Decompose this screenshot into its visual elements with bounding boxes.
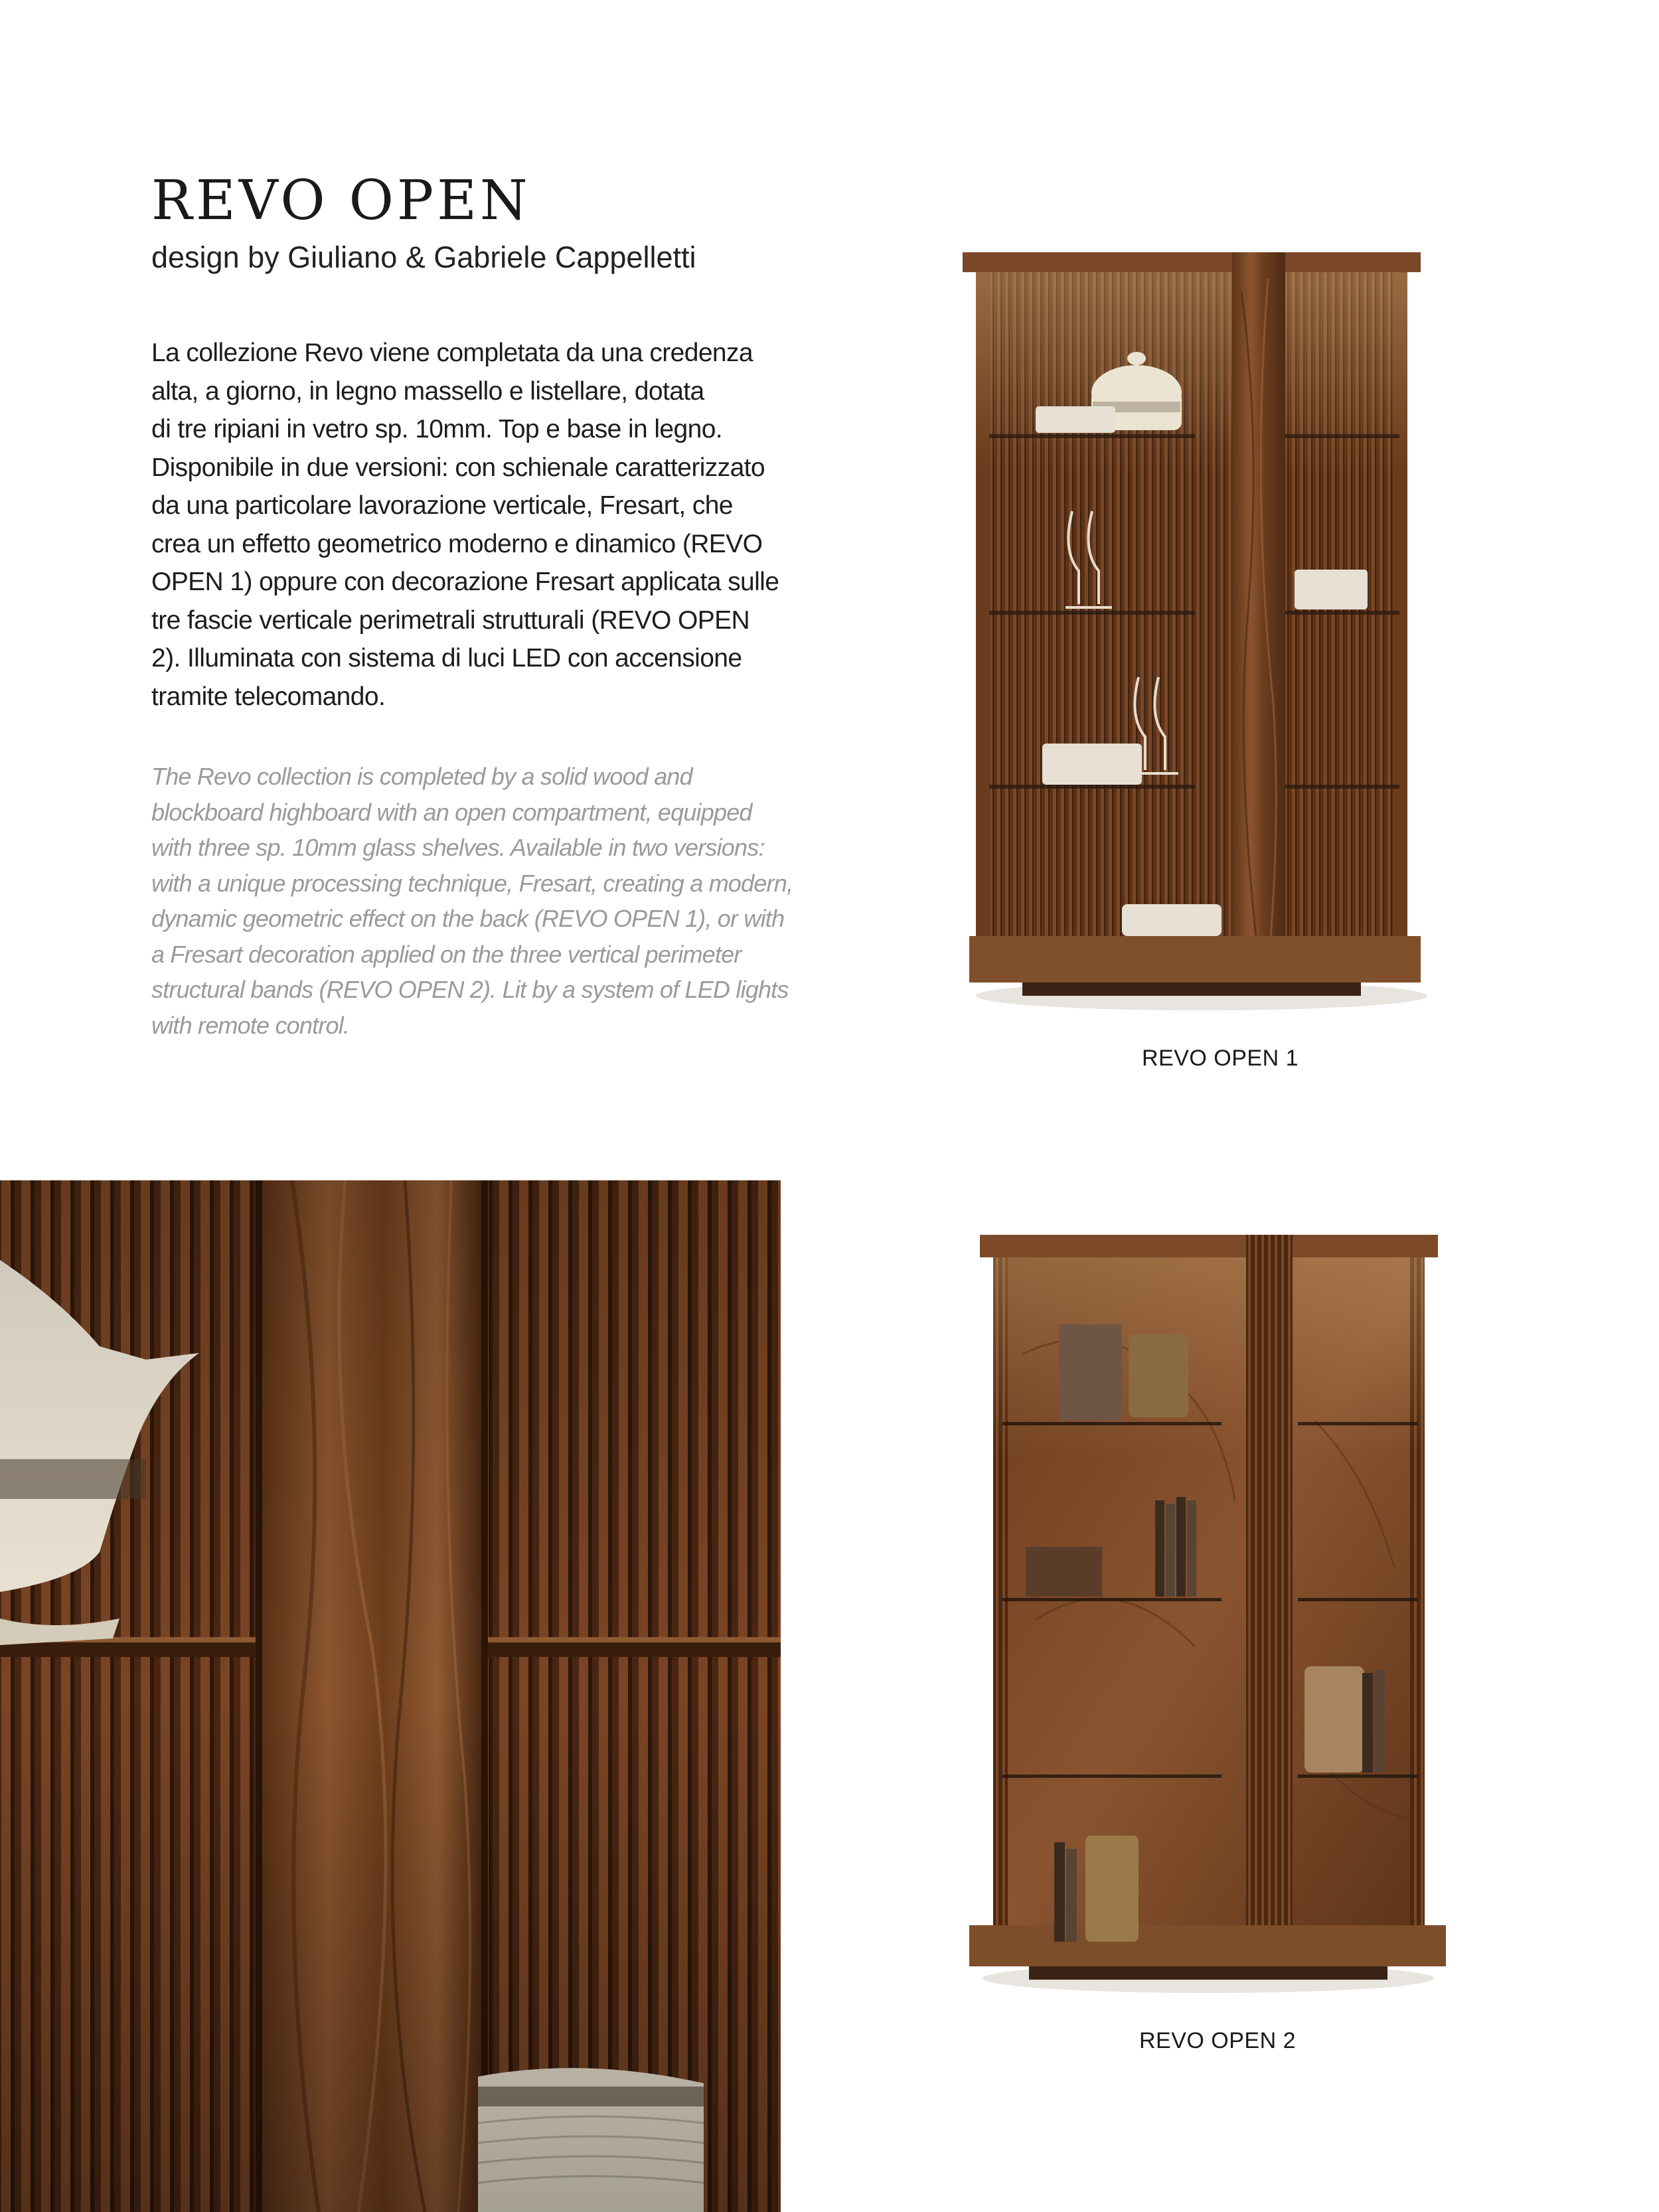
revo-open-1-image	[949, 239, 1454, 1036]
description-line: 2). Illuminata con sistema di luci LED con accensione	[151, 644, 742, 672]
designer-credit: design by Giuliano & Gabriele Cappelletti	[151, 240, 696, 274]
description-line: OPEN 1) oppure con decorazione Fresart applicata sulle	[151, 568, 779, 596]
description-line: tramite telecomando.	[151, 682, 386, 711]
description-italian	[151, 334, 779, 716]
description-line: The Revo collection is completed by a solid wood and	[151, 763, 692, 790]
description-line: La collezione Revo viene completata da una credenza	[151, 339, 753, 367]
description-line: alta, a giorno, in legno massello e listellare, dotata	[151, 376, 704, 406]
description-line: tre fascie verticale perimetrali strutturali (REVO OPEN	[151, 605, 750, 635]
description-line: dynamic geometric effect on the back (REVO OPEN 1), or with	[151, 905, 785, 932]
description-english	[151, 759, 793, 1043]
description-line: structural bands (REVO OPEN 2). Lit by a system of LED lights	[151, 976, 789, 1003]
description-line: di tre ripiani in vetro sp. 10mm. Top e base in legno.	[151, 415, 723, 443]
wood-detail-closeup-image	[0, 1180, 781, 2212]
description-line: blockboard highboard with an open compartment, equipped	[151, 798, 752, 826]
revo-open-1-caption: REVO OPEN 1	[1142, 1046, 1299, 1071]
description-line: a Fresart decoration applied on the three vertical perimeter	[151, 940, 742, 968]
description-line: crea un effetto geometrico moderno e dinamico (REVO	[151, 529, 763, 558]
revo-open-2-caption: REVO OPEN 2	[1139, 2028, 1297, 2053]
description-line: with a unique processing technique, Fresart, creating a modern,	[151, 869, 793, 897]
description-line: da una particolare lavorazione verticale, Fresart, che	[151, 491, 733, 520]
description-line: with three sp. 10mm glass shelves. Available in two versions:	[151, 834, 765, 861]
revo-open-2-image	[956, 1222, 1461, 2005]
description-line: Disponibile in due versioni: con schienale caratterizzato	[151, 453, 765, 482]
description-line: with remote control.	[151, 1011, 350, 1039]
page-title: REVO OPEN	[151, 169, 531, 232]
